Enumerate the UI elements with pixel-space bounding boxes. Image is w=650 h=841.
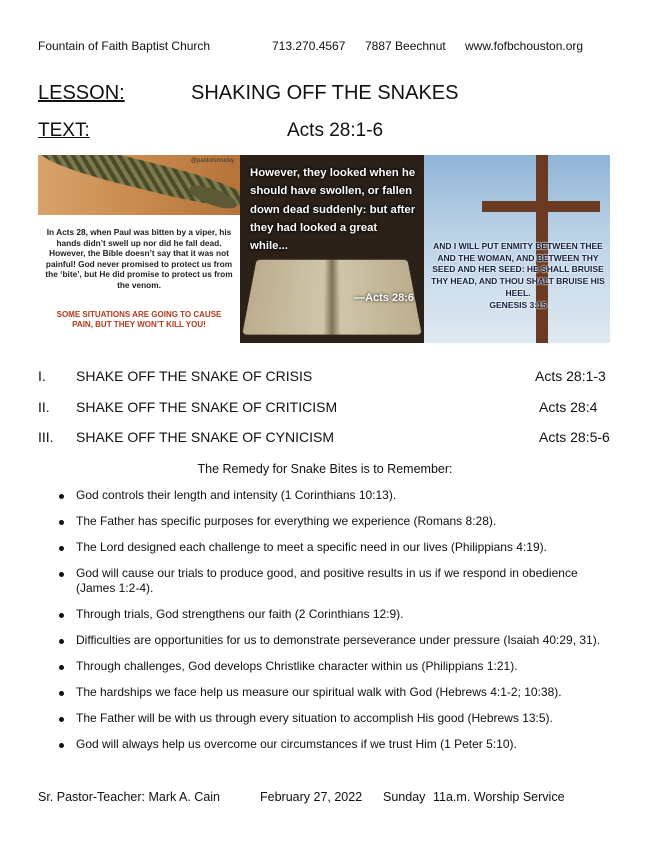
lesson-label: LESSON: [38, 82, 125, 104]
outline-reference: Acts 28:1-3 [535, 368, 606, 384]
list-item: The hardships we face help us measure our spiritual walk with God (Hebrews 4:1-2; 10:38). [57, 685, 617, 701]
list-item: Through challenges, God develops Christlike character within us (Philippians 1:21). [57, 659, 617, 675]
church-website: www.fofbchouston.org [465, 39, 584, 53]
banner-panel-bible [240, 155, 424, 343]
outline-point-2 [38, 399, 618, 417]
outline-reference: Acts 28:5-6 [539, 429, 610, 445]
remedy-heading: The Remedy for Snake Bites is to Remember: [197, 462, 453, 476]
viper-explanation: In Acts 28, when Paul was bitten by a viper, his hands didn’t swell up nor did he fall dead. However, the Bible doesn’t say that it was not painful! God never promised to protect us from the ‘bite’, but He did promise to protect us from the venom. [45, 227, 233, 291]
list-item: The Father will be with us through every situation to accomplish His good (Hebrews 13:5). [57, 711, 617, 727]
remedy-list [57, 488, 617, 763]
banner-panel-cross [424, 155, 610, 343]
outline-numeral: II. [38, 399, 50, 415]
genesis-quote: AND I WILL PUT ENMITY BETWEEN THEE AND THE WOMAN, AND BETWEEN THY SEED AND HER SEED: HE SHALL BRUISE THY HEAD, AND THOU SHALT BRUISE HIS HEEL. GENESIS 3:15 [431, 241, 605, 310]
service-date: February 27, 2022 [260, 790, 363, 804]
lesson-title: SHAKING OFF THE SNAKES [191, 82, 459, 104]
church-phone: 713.270.4567 [272, 39, 346, 53]
outline-text: SHAKE OFF THE SNAKE OF CYNICISM [76, 429, 335, 445]
outline-numeral: I. [38, 368, 46, 384]
snake-photo [38, 155, 240, 215]
banner-image [38, 155, 610, 343]
banner-panel-viper [38, 155, 240, 343]
list-item: Through trials, God strengthens our faith (2 Corinthians 12:9). [57, 607, 617, 623]
bible-quote: However, they looked when he should have swollen, or fallen down dead suddenly: but after they had looked a great while... [250, 167, 416, 252]
service-day: Sunday [383, 790, 426, 804]
church-name: Fountain of Faith Baptist Church [38, 39, 211, 53]
viper-caption: SOME SITUATIONS ARE GOING TO CAUSE PAIN, BUT THEY WON’T KILL YOU! [56, 310, 222, 330]
list-item: God will cause our trials to produce good, and positive results in us if we respond in obedience (James 1:2-4). [57, 566, 617, 597]
text-reference: Acts 28:1-6 [287, 120, 384, 141]
text-label: TEXT: [38, 120, 90, 141]
outline-reference: Acts 28:4 [539, 399, 598, 415]
genesis-reference: GENESIS 3:15 [489, 299, 547, 310]
list-item: God will always help us overcome our circumstances if we trust Him (1 Peter 5:10). [57, 737, 617, 753]
list-item: God controls their length and intensity (1 Corinthians 10:13). [57, 488, 617, 504]
list-item: The Lord designed each challenge to meet a specific need in our lives (Philippians 4:19). [57, 540, 617, 556]
list-item: Difficulties are opportunities for us to demonstrate perseverance under pressure (Isaiah 40:29, 31). [57, 633, 617, 649]
text-row [38, 120, 384, 142]
outline-numeral: III. [38, 429, 54, 445]
list-item: The Father has specific purposes for everything we experience (Romans 8:28). [57, 514, 617, 530]
instagram-handle: @pastorsmucky [190, 158, 234, 164]
outline-text: SHAKE OFF THE SNAKE OF CRISIS [76, 368, 313, 384]
service-time: 11a.m. Worship Service [433, 790, 565, 804]
outline-point-3 [38, 429, 618, 447]
outline-text: SHAKE OFF THE SNAKE OF CRITICISM [76, 399, 338, 415]
church-address: 7887 Beechnut [365, 39, 446, 53]
lesson-row [38, 82, 459, 105]
bible-quote-reference: —Acts 28:6 [354, 292, 414, 304]
pastor-name: Sr. Pastor-Teacher: Mark A. Cain [38, 790, 221, 804]
outline-point-1 [38, 368, 618, 386]
